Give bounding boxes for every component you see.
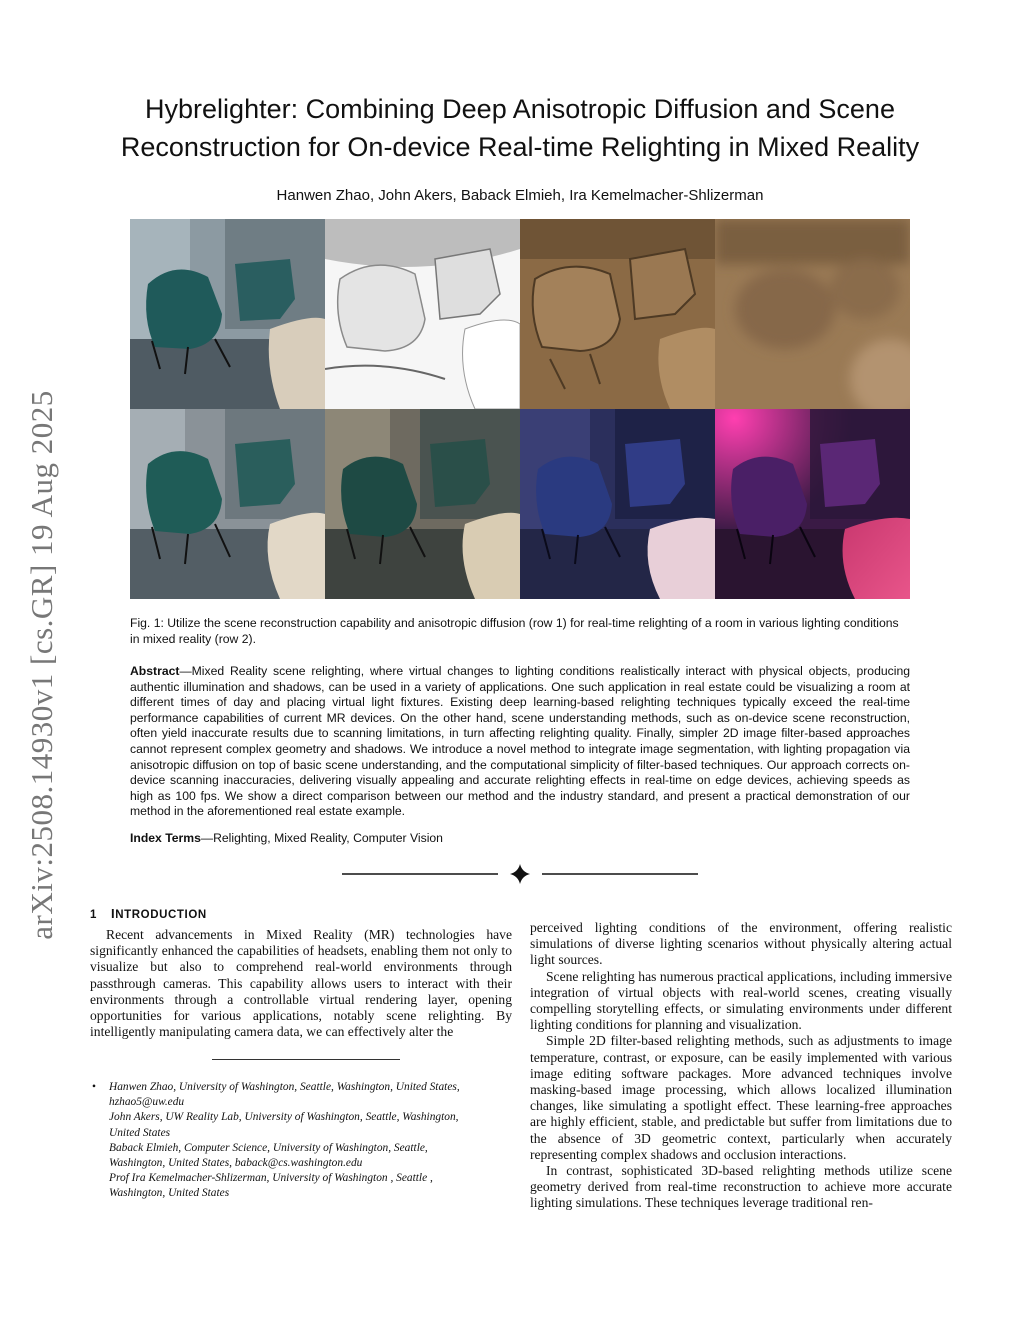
figure-panel-relit-daylight <box>130 409 325 599</box>
body-column-left <box>90 927 512 1040</box>
body-paragraph: Scene relighting has numerous practical applications, including immersive integration of virtual objects with real-world scenes, creating visually compelling storytelling effects, or simulating environments under different lighting conditions for planning and visualization. <box>530 968 952 1033</box>
figure-panel-relit-magenta <box>715 409 910 599</box>
footnote-line: John Akers, UW Reality Lab, University of Washington, Seattle, Washington, <box>109 1111 459 1124</box>
footnote-line: hzhao5@uw.edu <box>109 1096 185 1109</box>
body-paragraph: In contrast, sophisticated 3D-based relighting methods utilize scene geometry derived from real-time reconstruction to achieve more accurate lighting simulations. These techniques leverage traditional ren- <box>530 1163 952 1211</box>
paper-authors: Hanwen Zhao, John Akers, Baback Elmieh, Ira Kemelmacher-Shlizerman <box>276 187 764 204</box>
section-title-initial: I <box>111 906 116 921</box>
figure-panel-depth-map <box>520 219 715 409</box>
author-affiliations-footnote <box>90 1080 515 1202</box>
arxiv-sidebar <box>22 365 62 965</box>
figure-caption: Fig. 1: Utilize the scene reconstruction capability and anisotropic diffusion (row 1) for real-time relighting of a room in various lighting conditions in mixed reality (row 2). <box>130 616 899 646</box>
figure-panel-anisotropic-diffusion <box>715 219 910 409</box>
index-terms-label: Index Terms <box>130 831 201 845</box>
section-heading-introduction <box>90 906 207 921</box>
footnote-line: Baback Elmieh, Computer Science, University of Washington, Seattle, <box>109 1141 428 1154</box>
abstract-text: —Mixed Reality scene relighting, where virtual changes to lighting conditions realistically interact with physical objects, producing authentic illumination and shadows, can be used in a variety of applications. One such application in real estate could be visualizing a room at different times of day and placing virtual light fixtures. Existing deep learning-based relighting techniques typically exceed the real-time performance capabilities of current MR devices. On the other hand, scene understanding methods, such as on-device scene reconstruction, often yield inaccurate results due to scanning limitations, in turn affecting relighting quality. Finally, simpler 2D image filter-based approaches cannot represent complex geometry and shadows. We introduce a novel method to integrate image segmentation, with lighting propagation via anisotropic diffusion on top of basic scene understanding, and the computational simplicity of filter-based techniques. Our approach corrects on-device scanning inaccuracies, delivering visually appealing and accurate relighting effects in real-time on edge devices, achieving speeds as high as 100 fps. We show a direct comparison between our method and the industry standard, and present a practical demonstration of our method in the aforementioned real estate example. <box>130 664 910 819</box>
title-line-1: Hybrelighter: Combining Deep Anisotropic Diffusion and Scene <box>145 94 895 124</box>
abstract-label: Abstract <box>130 664 180 678</box>
footnote-line: Washington, United States <box>109 1187 230 1200</box>
body-paragraph: Recent advancements in Mixed Reality (MR) technologies have significantly enhanced the capabilities of headsets, enabling them not only to visualize but also to comprehend real-world environments through passthrough cameras. This capability allows users to interact with their environments through a controllable virtual rendering layer, opening opportunities for various applications, notably scene relighting. By intelligently manipulating camera data, we can effectively alter the <box>90 927 512 1040</box>
figure-panel-scene-reconstruction <box>325 219 520 409</box>
title-line-2: Reconstruction for On-device Real-time Relighting in Mixed Reality <box>120 132 920 162</box>
footnote-bullet: • <box>92 1081 96 1093</box>
footnote-line: Prof Ira Kemelmacher-Shlizerman, University of Washington , Seattle , <box>109 1172 433 1185</box>
section-divider-ornament <box>340 862 700 886</box>
abstract <box>130 664 910 820</box>
figure-1-grid <box>130 219 910 599</box>
body-paragraph: perceived lighting conditions of the environment, offering realistic simulations of diverse lighting scenarios without physically altering actual light sources. <box>530 920 952 968</box>
figure-panel-relit-warm <box>325 409 520 599</box>
figure-panel-relit-night-blue <box>520 409 715 599</box>
index-terms-text: —Relighting, Mixed Reality, Computer Vision <box>200 831 443 845</box>
paper-title <box>60 90 980 166</box>
footnote-line: Washington, United States, baback@cs.washington.edu <box>109 1157 363 1170</box>
index-terms <box>130 830 910 846</box>
footnote-line: United States <box>109 1126 171 1139</box>
figure-panel-original-photo <box>130 219 325 409</box>
section-number: 1 <box>90 909 97 921</box>
footnote-line: Hanwen Zhao, University of Washington, Seattle, Washington, United States, <box>109 1081 460 1093</box>
body-paragraph: Simple 2D filter-based relighting methods, such as adjustments to image temperature, contrast, or exposure, can be easily implemented with various image editing software packages. More advanced techniques involve masking-based image processing, which allows localized illumination changes, like simulating a spotlight effect. These learning-free approaches are highly efficient, stable, and predictable but suffer from limitations due to the absence of 3D geometric context, particularly when accurately representing complex shadows and occlusion interactions. <box>530 1033 952 1162</box>
arxiv-identifier: arXiv:2508.14930v1 [cs.GR] 19 Aug 2025 <box>24 390 59 940</box>
section-title-rest: NTRODUCTION <box>115 909 207 921</box>
body-column-right <box>530 920 952 1212</box>
footnote-rule <box>212 1059 400 1060</box>
